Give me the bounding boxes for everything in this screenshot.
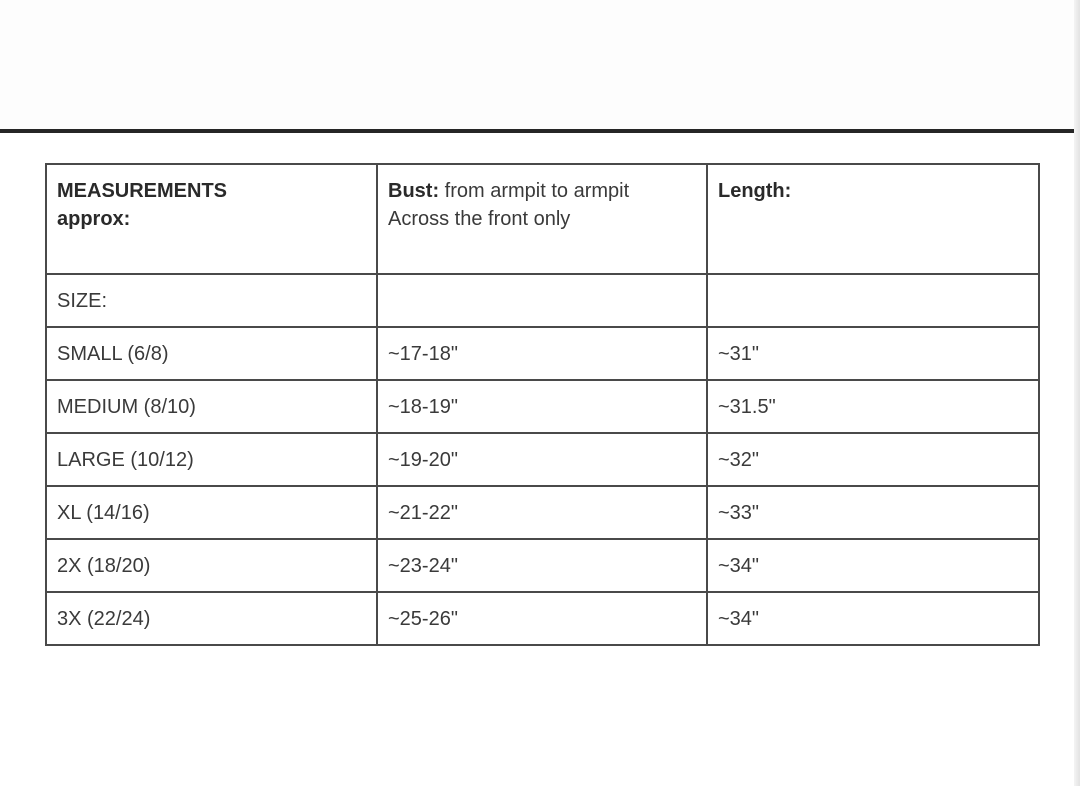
- bust-cell: ~25-26": [377, 592, 707, 645]
- right-edge-shadow: [1074, 0, 1080, 786]
- size-cell: MEDIUM (8/10): [46, 380, 377, 433]
- length-cell: ~33": [707, 486, 1039, 539]
- table-row: [46, 433, 1039, 486]
- empty-bust-cell: [377, 274, 707, 327]
- bust-cell: ~18-19": [377, 380, 707, 433]
- header-measurements-title: MEASUREMENTS: [57, 180, 228, 202]
- table-row: [46, 486, 1039, 539]
- size-cell: LARGE (10/12): [46, 433, 377, 486]
- size-label-cell: SIZE:: [46, 274, 377, 327]
- size-cell: 2X (18/20): [46, 539, 377, 592]
- table-header-row: [46, 164, 1039, 274]
- bust-cell: ~21-22": [377, 486, 707, 539]
- empty-length-cell: [707, 274, 1039, 327]
- header-measurements-approx: approx:: [57, 208, 131, 230]
- length-cell: ~34": [707, 539, 1039, 592]
- header-bust-desc-2: Across the front only: [388, 208, 571, 230]
- header-bust-cell: [377, 164, 707, 274]
- table-row: [46, 592, 1039, 645]
- top-divider-line: [0, 129, 1076, 133]
- table-row-size-label: [46, 274, 1039, 327]
- length-cell: ~31.5": [707, 380, 1039, 433]
- header-bust-desc-1: from armpit to armpit: [444, 180, 630, 202]
- table-row: [46, 539, 1039, 592]
- size-chart-table: [45, 163, 1040, 646]
- size-cell: SMALL (6/8): [46, 327, 377, 380]
- header-measurements-cell: [46, 164, 377, 274]
- header-bust-label: Bust:: [388, 180, 440, 202]
- top-blank-area: [0, 0, 1080, 130]
- bust-cell: ~23-24": [377, 539, 707, 592]
- bust-cell: ~17-18": [377, 327, 707, 380]
- length-cell: ~34": [707, 592, 1039, 645]
- size-cell: XL (14/16): [46, 486, 377, 539]
- length-cell: ~31": [707, 327, 1039, 380]
- bust-cell: ~19-20": [377, 433, 707, 486]
- table-row: [46, 380, 1039, 433]
- size-cell: 3X (22/24): [46, 592, 377, 645]
- length-cell: ~32": [707, 433, 1039, 486]
- table-row: [46, 327, 1039, 380]
- header-length-label: Length:: [718, 180, 792, 202]
- header-length-cell: [707, 164, 1039, 274]
